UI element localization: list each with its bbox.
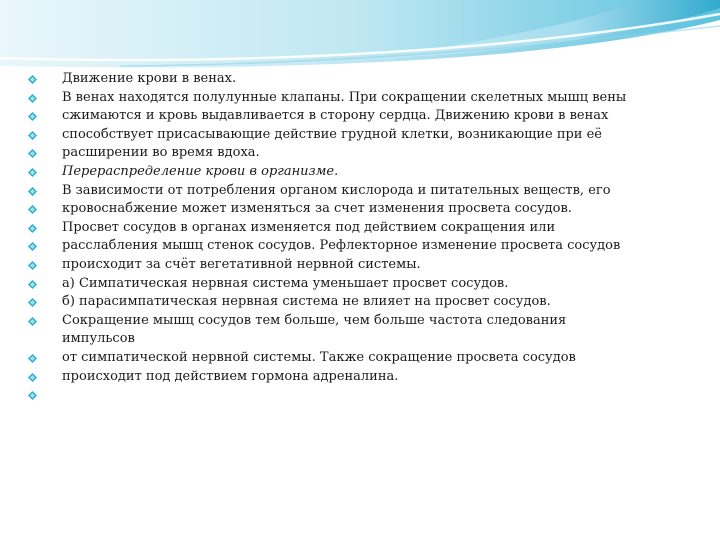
diamond-bullet-icon: [28, 89, 62, 108]
diamond-bullet-icon: [28, 275, 62, 294]
list-item: [28, 368, 708, 387]
list-item: [28, 182, 708, 201]
list-item-text: Перераспределение крови в организме.: [62, 163, 339, 179]
diamond-bullet-icon: [28, 293, 62, 312]
list-item: [28, 163, 708, 182]
diamond-bullet-icon: [28, 163, 62, 182]
list-item-text: от симпатической нервной системы. Также сокращение просвета сосудов: [62, 349, 576, 365]
list-item: [28, 89, 708, 108]
list-item-text: способствует присасывающие действие грудной клетки, возникающие при её: [62, 126, 602, 142]
list-item-text: а) Симпатическая нервная система уменьшает просвет сосудов.: [62, 275, 509, 291]
list-item-text: расслабления мышц стенок сосудов. Рефлекторное изменение просвета сосудов: [62, 238, 621, 254]
list-item: [28, 200, 708, 219]
diamond-bullet-icon: [28, 182, 62, 201]
list-item: [28, 219, 708, 238]
list-item-text: В зависимости от потребления органом кислорода и питательных веществ, его: [62, 182, 611, 198]
list-item: [28, 293, 708, 312]
list-item: [28, 312, 708, 349]
list-item-text: происходит за счёт вегетативной нервной системы.: [62, 256, 421, 272]
diamond-bullet-icon: [28, 200, 62, 219]
diamond-bullet-icon: [28, 386, 62, 405]
diamond-bullet-icon: [28, 144, 62, 163]
list-item: [28, 386, 708, 405]
list-item: [28, 144, 708, 163]
diamond-bullet-icon: [28, 126, 62, 145]
list-item-text: Просвет сосудов в органах изменяется под действием сокращения или: [62, 219, 556, 235]
diamond-bullet-icon: [28, 107, 62, 126]
diamond-bullet-icon: [28, 70, 62, 89]
list-item-text: В венах находятся полулунные клапаны. При сокращении скелетных мышц вены: [62, 89, 627, 105]
diamond-bullet-icon: [28, 237, 62, 256]
list-item-text: Сокращение мышц сосудов тем больше, чем больше частота следования импульсов: [62, 312, 567, 347]
diamond-bullet-icon: [28, 256, 62, 275]
list-item: [28, 349, 708, 368]
header-swoosh: [0, 0, 720, 75]
list-item: [28, 70, 708, 89]
list-item: [28, 256, 708, 275]
list-item-text: б) парасимпатическая нервная система не влияет на просвет сосудов.: [62, 294, 551, 310]
diamond-bullet-icon: [28, 312, 62, 331]
list-item: [28, 107, 708, 126]
list-item-text: Движение крови в венах.: [62, 71, 237, 86]
diamond-bullet-icon: [28, 368, 62, 387]
diamond-bullet-icon: [28, 219, 62, 238]
list-item-text: кровоснабжение может изменяться за счет изменения просвета сосудов.: [62, 201, 572, 217]
list-item: [28, 126, 708, 145]
list-item: [28, 237, 708, 256]
bullet-list: [28, 70, 708, 405]
list-item-text: сжимаются и кровь выдавливается в сторону сердца. Движению крови в венах: [62, 108, 609, 124]
list-item: [28, 275, 708, 294]
list-item-text: расширении во время вдоха.: [62, 145, 260, 161]
list-item-text: происходит под действием гормона адреналина.: [62, 368, 399, 384]
diamond-bullet-icon: [28, 349, 62, 368]
